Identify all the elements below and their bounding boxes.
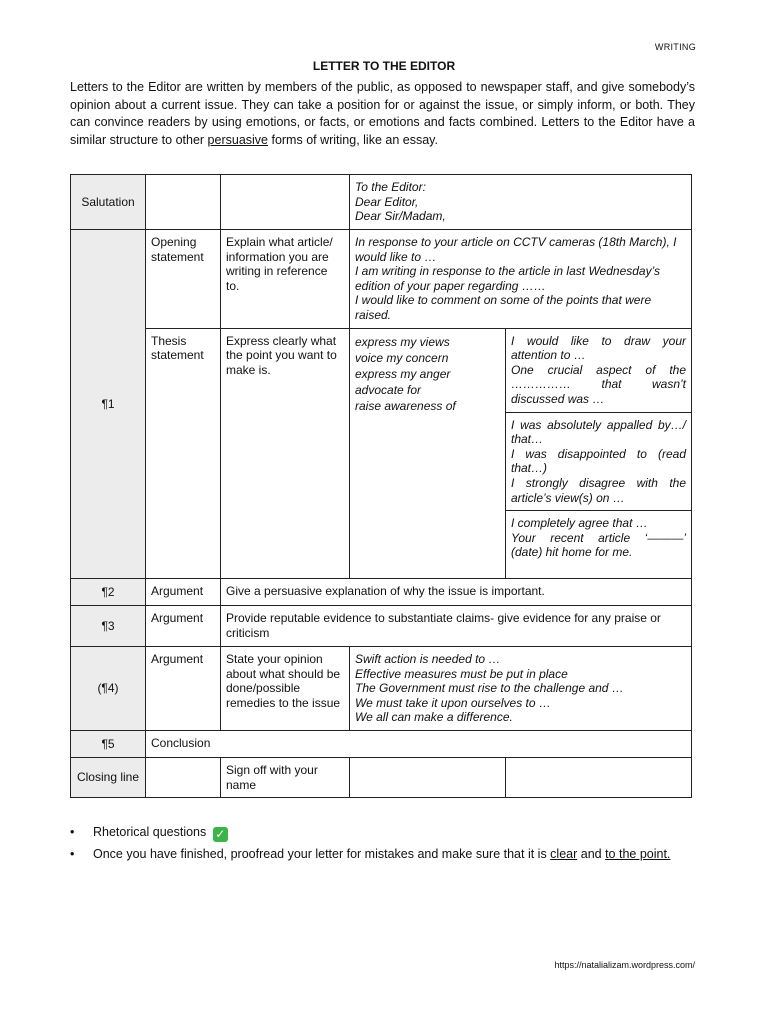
table-row-opening [71,230,692,329]
verb-line: voice my concern [355,350,449,365]
row-label-p5: ¶5 [71,731,146,758]
example-line: In response to your article on CCTV cameras (18th March), I would like to … [355,235,677,264]
example-line: The Government must rise to the challenge and … [355,681,624,696]
list-item [70,824,695,842]
example-line: I strongly disagree with the article’s view(s) on … [511,475,687,505]
thesis-box-disagree [506,412,692,511]
example-line: I was absolutely appalled by…/ that… [511,417,687,447]
p3-type: Argument [146,606,221,647]
empty-cell [146,175,221,230]
underlined-to-the-point: to the point. [605,847,671,861]
tip-proofread: Once you have finished, proofread your letter for mistakes and make sure that it is [93,847,551,861]
example-line: Dear Editor, [355,194,419,209]
example-line: Swift action is needed to … [355,652,501,667]
table-row-closing [71,758,692,798]
example-line: I would like to comment on some of the points that were raised. [355,293,652,322]
tip-rhetorical: Rhetorical questions [93,825,207,839]
table-row-thesis-1 [71,328,692,412]
example-line: Your recent article ‘———’ (date) hit home for me. [511,530,687,560]
table-row-p5 [71,731,692,758]
verb-line: express my views [355,334,450,349]
empty-cell [221,175,350,230]
page-title: LETTER TO THE EDITOR [312,59,456,73]
closing-desc: Sign off with your name [221,758,350,798]
list-item [70,846,695,863]
table-row-salutation [71,175,692,230]
check-mark-icon: ✓ [213,827,228,842]
intro-underlined-word: persuasive [207,132,268,147]
opening-examples [350,230,692,329]
p2-type: Argument [146,579,221,606]
example-line: Effective measures must be put in place [355,666,568,681]
example-line: To the Editor: [355,180,426,194]
row-label-p2: ¶2 [71,579,146,606]
row-label-p3: ¶3 [71,606,146,647]
letter-structure-table [70,174,692,798]
p2-desc: Give a persuasive explanation of why the issue is important. [221,579,692,606]
example-line: We must take it upon ourselves to … [355,695,551,710]
thesis-box-agree [506,511,692,579]
tips-list [70,824,695,867]
thesis-box-attention [506,328,692,412]
p4-desc: State your opinion about what should be done/possible remedies to the issue [221,647,350,731]
example-line: I would like to draw your attention to … [511,333,687,363]
section-tag: WRITING [654,42,696,52]
verb-line: raise awareness of [355,398,456,413]
table-row-p3 [71,606,692,647]
p3-desc: Provide reputable evidence to substantiate claims- give evidence for any praise or criticism [221,606,692,647]
verb-line: express my anger [355,366,451,381]
table-row-p2 [71,579,692,606]
intro-text-2: forms of writing, like an essay. [268,132,438,147]
example-line: I completely agree that … [511,516,648,531]
bullet-icon: • [70,825,75,839]
intro-text-1: Letters to the Editor are written by members of the public, as opposed to newspaper staff, and give somebody’s opinion about a current issue. They can take a position for or against the issue, or simply inform, or both. They can convince readers by using emotions, or facts, or emotions and facts combined. Letters to the Editor have a similar structure to other [70,80,695,147]
thesis-label: Thesis statement [146,328,221,579]
p5-type: Conclusion [146,731,692,758]
empty-cell [146,758,221,798]
footer-url: https://natalializam.wordpress.com/ [554,960,695,970]
row-label-salutation: Salutation [71,175,146,230]
intro-paragraph [70,79,695,149]
example-line: One crucial aspect of the …………… that wasn’t discussed was … [511,362,687,406]
row-label-closing: Closing line [71,758,146,798]
row-label-p4: (¶4) [71,647,146,731]
empty-cell [350,758,506,798]
opening-label: Opening statement [146,230,221,329]
p4-type: Argument [146,647,221,731]
table-row-p4 [71,647,692,731]
example-line: I was disappointed to (read that…) [511,446,687,476]
row-label-p1: ¶1 [71,230,146,579]
tip-and: and [577,847,606,861]
verb-line: advocate for [355,382,422,397]
opening-desc: Explain what article/ information you are writing in reference to. [221,230,350,329]
bullet-icon: • [70,847,75,861]
underlined-clear: clear [550,847,578,861]
thesis-desc: Express clearly what the point you want to make is. [221,328,350,579]
example-line: I am writing in response to the article in last Wednesday’s edition of your paper regarding …… [355,264,661,293]
example-line: Dear Sir/Madam, [355,209,446,224]
salutation-examples [350,175,692,230]
empty-cell [506,758,692,798]
thesis-verbs [350,328,506,579]
p4-examples [350,647,692,731]
example-line: We all can make a difference. [355,710,513,725]
